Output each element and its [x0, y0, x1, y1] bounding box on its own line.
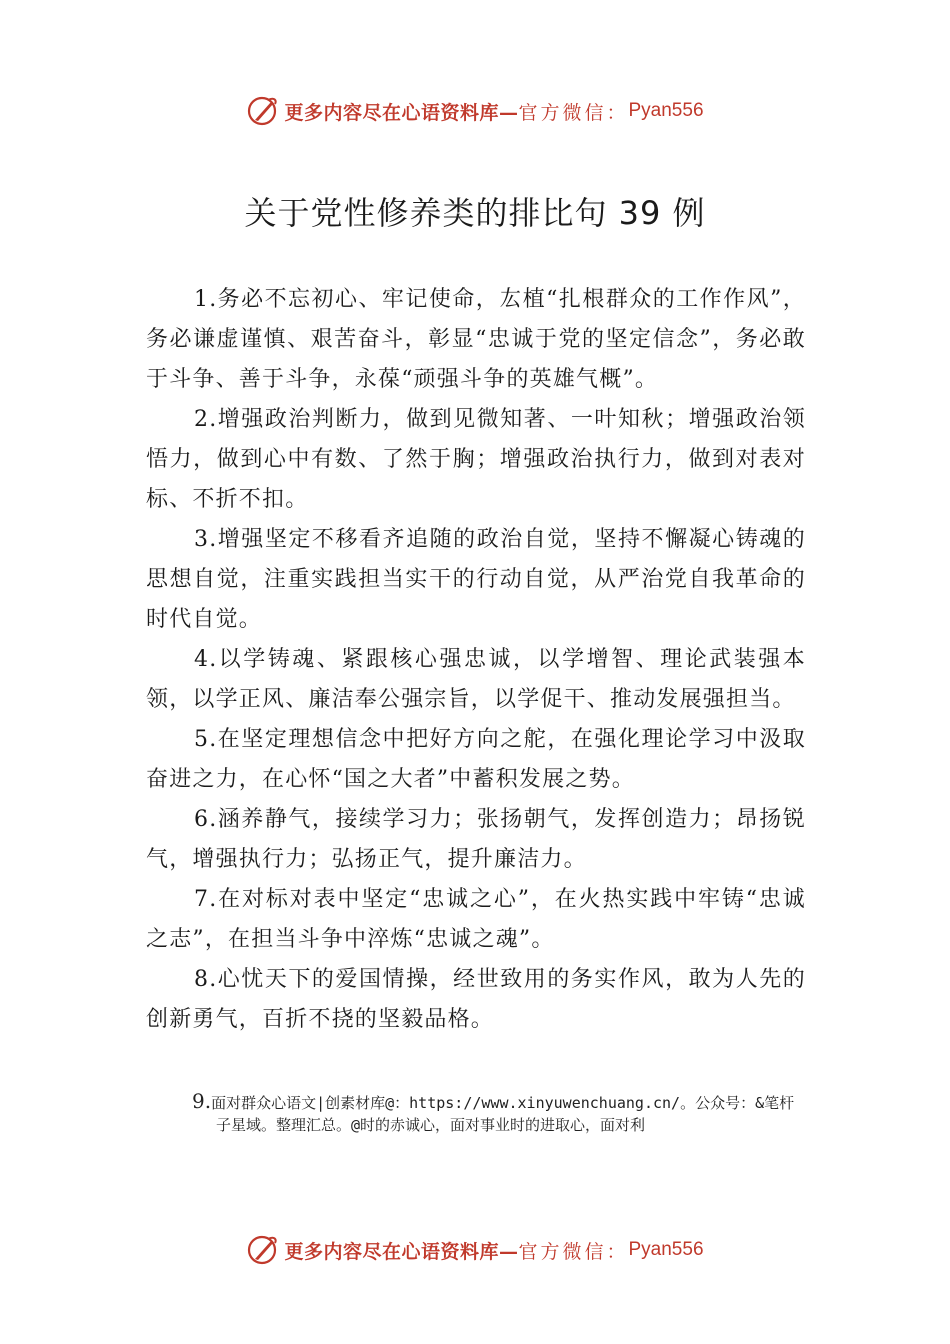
- quill-logo-icon: [246, 1233, 280, 1267]
- paragraph-3: 3.增强坚定不移看齐追随的政治自觉，坚持不懈凝心铸魂的思想自觉，注重实践担当实干的行动自觉，从严治党自我革命的时代自觉。: [146, 527, 806, 632]
- document-body: [146, 280, 806, 1040]
- tail-line-2: 子星域。整理汇总。@时的赤诚心，面对事业时的进取心，面对利: [216, 1116, 646, 1134]
- header-banner: [0, 94, 950, 128]
- paragraph-5: 5.在坚定理想信念中把好方向之舵，在强化理论学习中汲取奋进之力，在心怀“国之大者”中蓄积发展之势。: [146, 727, 806, 792]
- tail-number: 9.: [192, 1089, 212, 1113]
- document-title: 关于党性修养类的排比句 39 例: [244, 194, 706, 232]
- tail-line-1-text: 面对群众心语文|创素材库@：https://www.xinyuwenchuang.cn/。公众号：&笔杆: [211, 1094, 795, 1112]
- footer-banner: [0, 1233, 950, 1267]
- quill-logo-icon: [246, 94, 280, 128]
- paragraph-7: 7.在对标对表中坚定“忠诚之心”，在火热实践中牢铸“忠诚之志”，在担当斗争中淬炼“忠诚之魂”。: [146, 887, 806, 952]
- banner-wechat-id: Pyan556: [628, 100, 704, 121]
- footer-banner-text: 更多内容尽在心语资料库—: [284, 1240, 519, 1263]
- footer-banner-wechat-label: 官方微信：: [518, 1240, 629, 1263]
- paragraph-2: 2.增强政治判断力，做到见微知著、一叶知秋；增强政治领悟力，做到心中有数、了然于胸；增强政治执行力，做到对表对标、不折不扣。: [146, 407, 806, 512]
- paragraph-8: 8.心忧天下的爱国情操，经世致用的务实作风，敢为人先的创新勇气，百折不挠的坚毅品格。: [146, 967, 806, 1032]
- paragraph-4: 4.以学铸魂、紧跟核心强忠诚，以学增智、理论武装强本领，以学正风、廉洁奉公强宗旨，以学促干、推动发展强担当。: [146, 647, 806, 712]
- banner-text: 更多内容尽在心语资料库—: [284, 101, 519, 124]
- paragraph-6: 6.涵养静气，接续学习力；张扬朝气，发挥创造力；昂扬锐气，增强执行力；弘扬正气，提升廉洁力。: [146, 807, 806, 872]
- footer-banner-wechat-id: Pyan556: [628, 1239, 704, 1260]
- paragraph-9-truncated: [192, 1090, 852, 1136]
- tail-line-1: [192, 1090, 852, 1114]
- paragraph-1: 1.务必不忘初心、牢记使命，厷植“扎根群众的工作作风”，务必谦虚谨慎、艰苦奋斗，彰显“忠诚于党的坚定信念”，务必敢于斗争、善于斗争，永葆“顽强斗争的英雄气概”。: [146, 287, 806, 392]
- banner-wechat-label: 官方微信：: [518, 101, 629, 124]
